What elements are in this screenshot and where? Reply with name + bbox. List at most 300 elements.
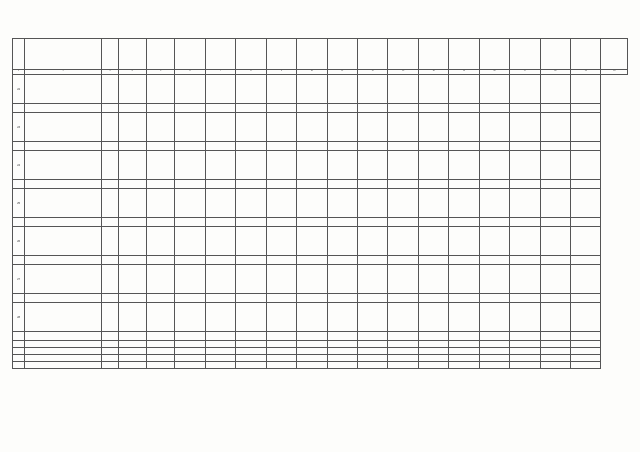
total-cell [236,341,266,348]
total-cell [479,355,509,362]
table-cell [449,256,479,265]
column-index: 13 [388,70,418,75]
table-cell [146,227,174,256]
table-cell [146,151,174,180]
column-header [479,39,509,70]
column-header [297,39,327,70]
table-cell [175,189,205,218]
table-cell [102,265,118,294]
total-cell [118,362,146,369]
table-cell [388,332,418,341]
table-cell [327,332,357,341]
table-cell [205,303,235,332]
table-cell [102,332,118,341]
table-cell [297,294,327,303]
column-header [510,39,540,70]
table-cell [418,75,448,104]
row-description [25,294,102,303]
table-cell [479,218,509,227]
table-cell [118,256,146,265]
table-cell [357,303,387,332]
row-number [13,348,25,355]
total-row [13,355,628,362]
row-description [25,142,102,151]
total-cell [175,362,205,369]
table-cell [102,113,118,142]
header-row [13,39,628,70]
table-cell [266,113,296,142]
table-cell [418,189,448,218]
table-cell [175,142,205,151]
table-cell [510,151,540,180]
table-cell [418,113,448,142]
total-cell [175,355,205,362]
table-cell [540,218,570,227]
table-cell [175,303,205,332]
total-cell [327,362,357,369]
table-cell [205,265,235,294]
table-cell [388,104,418,113]
column-index: 17 [510,70,540,75]
total-cell [146,348,174,355]
total-cell [540,348,570,355]
document-sheet [12,38,628,369]
table-cell [357,227,387,256]
total-cell [510,362,540,369]
total-cell [297,348,327,355]
table-cell [175,104,205,113]
total-cell [540,341,570,348]
table-cell [266,142,296,151]
row-description [25,256,102,265]
table-cell [266,104,296,113]
column-index: 2 [25,70,102,75]
total-label [25,362,102,369]
table-cell [571,142,601,151]
row-number [13,218,25,227]
table-cell [146,113,174,142]
table-cell [571,332,601,341]
table-cell [297,218,327,227]
column-index: 12 [357,70,387,75]
row-description [25,332,102,341]
table-cell [118,113,146,142]
table-cell [571,113,601,142]
table-cell [327,189,357,218]
table-cell [146,265,174,294]
total-cell [146,355,174,362]
total-cell [449,355,479,362]
row-number [13,355,25,362]
table-body [13,75,628,341]
row-number [13,104,25,113]
total-cell [357,348,387,355]
table-cell [266,75,296,104]
table-cell [118,189,146,218]
column-index: 9 [266,70,296,75]
table-cell [357,142,387,151]
table-cell [510,180,540,189]
total-cell [510,355,540,362]
table-cell [479,227,509,256]
column-header [327,39,357,70]
total-cell [418,355,448,362]
table-cell [540,75,570,104]
table-cell [418,332,448,341]
table-cell [449,189,479,218]
column-header [266,39,296,70]
table-cell [357,265,387,294]
table-cell [388,151,418,180]
table-cell [118,104,146,113]
total-cell [418,341,448,348]
table-cell [479,104,509,113]
table-cell [357,180,387,189]
table-cell [327,256,357,265]
table-cell [236,180,266,189]
table-cell [175,227,205,256]
total-cell [449,362,479,369]
total-cell [327,355,357,362]
row-number: 26 [13,227,25,256]
total-cell [266,355,296,362]
table-row [13,151,628,180]
table-cell [175,294,205,303]
column-header [146,39,174,70]
table-cell [449,332,479,341]
column-index: 1 [13,70,25,75]
table-cell [102,218,118,227]
total-cell [449,348,479,355]
row-description [25,189,102,218]
table-cell [449,303,479,332]
total-row [13,362,628,369]
table-cell [118,294,146,303]
table-cell [388,227,418,256]
total-cell [297,355,327,362]
table-row [13,113,628,142]
total-cell [479,341,509,348]
table-totals [13,341,628,369]
column-header [418,39,448,70]
table-cell [571,294,601,303]
row-description [25,303,102,332]
column-index: 10 [297,70,327,75]
subtotal-row [13,142,628,151]
table-cell [102,227,118,256]
table-cell [479,189,509,218]
table-cell [449,294,479,303]
table-cell [118,303,146,332]
table-cell [118,227,146,256]
table-cell [357,151,387,180]
table-cell [175,180,205,189]
table-cell [175,75,205,104]
table-cell [388,142,418,151]
table-cell [102,303,118,332]
table-cell [175,151,205,180]
column-header [601,39,628,70]
table-cell [118,151,146,180]
table-cell [205,113,235,142]
table-cell [571,151,601,180]
table-cell [297,332,327,341]
total-cell [540,362,570,369]
table-cell [102,256,118,265]
table-cell [418,218,448,227]
column-index: 6 [175,70,205,75]
table-cell [388,294,418,303]
table-cell [146,180,174,189]
table-cell [571,303,601,332]
table-cell [118,180,146,189]
column-header [13,39,25,70]
table-cell [479,180,509,189]
column-header [205,39,235,70]
table-cell [327,180,357,189]
table-cell [118,332,146,341]
table-cell [266,227,296,256]
table-cell [357,294,387,303]
table-cell [418,265,448,294]
table-cell [357,332,387,341]
table-cell [327,151,357,180]
column-header [357,39,387,70]
table-cell [357,104,387,113]
table-cell [205,142,235,151]
column-header [25,39,102,70]
table-cell [540,151,570,180]
table-cell [327,218,357,227]
column-index: 15 [449,70,479,75]
table-cell [479,265,509,294]
total-cell [175,348,205,355]
total-cell [266,362,296,369]
row-number: 25 [13,189,25,218]
total-cell [357,341,387,348]
table-cell [327,75,357,104]
total-cell [175,341,205,348]
total-cell [146,341,174,348]
table-cell [418,256,448,265]
row-number [13,332,25,341]
total-cell [479,362,509,369]
table-cell [205,227,235,256]
total-label [25,341,102,348]
table-cell [175,265,205,294]
table-cell [449,227,479,256]
table-cell [357,113,387,142]
table-cell [449,218,479,227]
table-cell [146,303,174,332]
row-description [25,75,102,104]
column-header [540,39,570,70]
table-cell [510,113,540,142]
table-cell [571,75,601,104]
row-description [25,218,102,227]
table-cell [146,218,174,227]
table-cell [449,113,479,142]
total-cell [102,341,118,348]
table-cell [540,180,570,189]
table-cell [540,104,570,113]
table-cell [510,189,540,218]
total-cell [297,362,327,369]
table-cell [102,294,118,303]
table-cell [175,256,205,265]
table-cell [102,104,118,113]
table-cell [236,218,266,227]
table-cell [146,294,174,303]
total-cell [266,348,296,355]
table-cell [540,332,570,341]
table-cell [118,142,146,151]
table-cell [418,294,448,303]
table-cell [327,142,357,151]
table-cell [297,142,327,151]
table-cell [357,75,387,104]
total-cell [571,341,601,348]
table-cell [540,142,570,151]
table-cell [479,332,509,341]
total-cell [388,362,418,369]
column-index: 5 [146,70,174,75]
table-cell [102,189,118,218]
table-cell [297,104,327,113]
table-cell [540,265,570,294]
table-cell [146,104,174,113]
table-cell [540,113,570,142]
table-cell [297,180,327,189]
table-cell [297,303,327,332]
total-cell [571,348,601,355]
table-cell [479,256,509,265]
table-cell [297,151,327,180]
table-cell [266,294,296,303]
total-cell [205,362,235,369]
total-cell [205,355,235,362]
table-cell [571,218,601,227]
table-cell [118,218,146,227]
table-cell [571,256,601,265]
table-cell [297,256,327,265]
total-cell [357,355,387,362]
row-description [25,113,102,142]
table-cell [510,256,540,265]
table-cell [418,104,448,113]
table-cell [357,189,387,218]
table-cell [266,189,296,218]
table-cell [327,104,357,113]
column-header [118,39,146,70]
total-cell [236,355,266,362]
total-cell [102,362,118,369]
column-header [388,39,418,70]
total-cell [510,341,540,348]
table-cell [266,218,296,227]
column-header [175,39,205,70]
table-cell [236,227,266,256]
total-cell [510,348,540,355]
table-cell [571,265,601,294]
table-cell [571,104,601,113]
table-cell [266,332,296,341]
table-cell [540,256,570,265]
table-cell [205,75,235,104]
table-cell [418,151,448,180]
table-cell [146,142,174,151]
table-cell [175,113,205,142]
total-cell [297,341,327,348]
table-cell [327,303,357,332]
total-cell [418,348,448,355]
column-index: 11 [327,70,357,75]
column-index: 20 [601,70,628,75]
table-cell [102,75,118,104]
total-cell [388,341,418,348]
table-cell [102,151,118,180]
table-cell [357,218,387,227]
column-index: 16 [479,70,509,75]
table-cell [205,218,235,227]
table-cell [175,332,205,341]
table-cell [479,75,509,104]
total-cell [118,341,146,348]
table-cell [510,142,540,151]
total-cell [205,348,235,355]
table-cell [479,113,509,142]
total-cell [571,355,601,362]
table-cell [388,75,418,104]
table-cell [236,332,266,341]
row-number: 23 [13,113,25,142]
table-cell [266,256,296,265]
table-cell [266,265,296,294]
total-cell [418,362,448,369]
table-cell [510,332,540,341]
table-cell [175,218,205,227]
row-description [25,151,102,180]
row-number: 27 [13,265,25,294]
table-cell [540,227,570,256]
total-cell [102,355,118,362]
table-cell [510,75,540,104]
subtotal-row [13,180,628,189]
table-cell [357,256,387,265]
subtotal-row [13,294,628,303]
total-cell [327,348,357,355]
row-number [13,362,25,369]
table-cell [102,142,118,151]
table-cell [388,218,418,227]
table-cell [205,332,235,341]
table-cell [479,151,509,180]
row-number [13,256,25,265]
table-cell [571,180,601,189]
column-header [236,39,266,70]
total-cell [449,341,479,348]
table-cell [327,265,357,294]
table-cell [236,113,266,142]
total-cell [102,348,118,355]
table-cell [236,151,266,180]
subtotal-row [13,256,628,265]
table-cell [266,151,296,180]
total-cell [146,362,174,369]
table-cell [479,294,509,303]
row-number [13,142,25,151]
table-row [13,189,628,218]
